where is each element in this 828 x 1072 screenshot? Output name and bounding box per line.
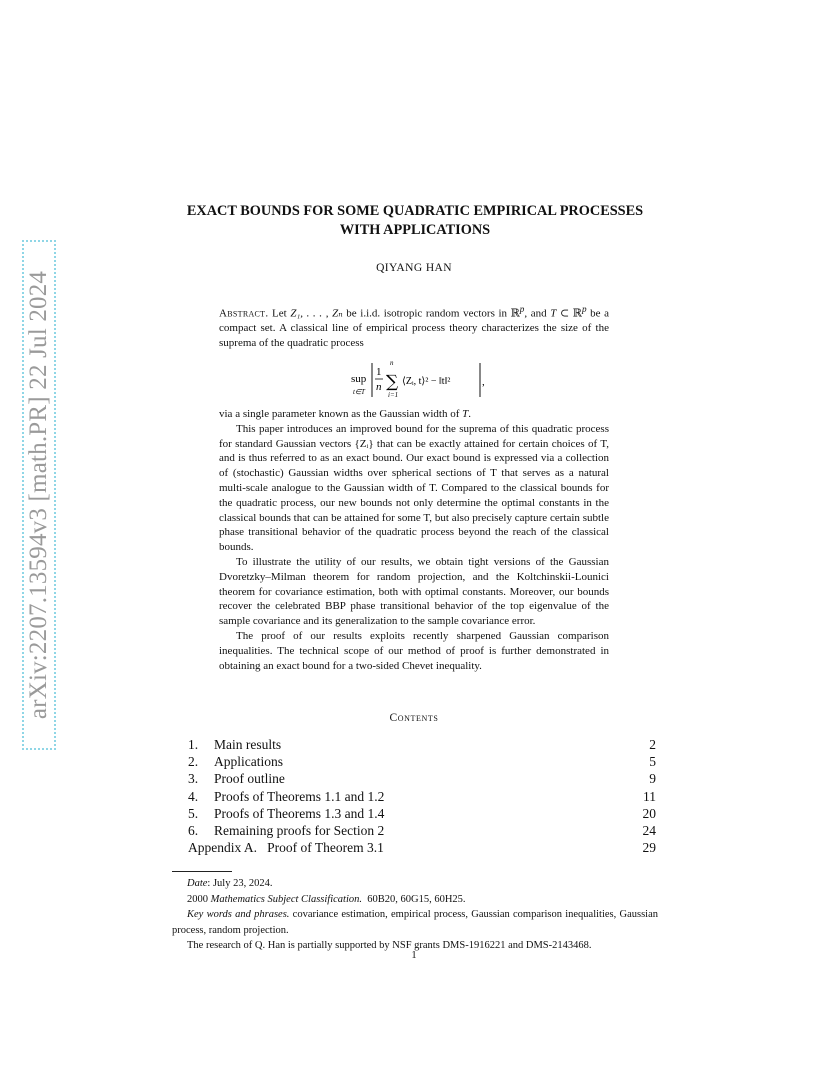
toc-label: Proofs of Theorems 1.3 and 1.4	[214, 805, 385, 821]
abstract-paragraph-2: This paper introduces an improved bound for the suprema of this quadratic process for standard Gaussian vectors {Zᵢ} that can be exactly attained for certain choices of T, and is thus referred to as an exact bound. Our exact bound is expressed via a collection of (stochastic) Gaussian widths over spherical sections of T that serves as a natural multi-scale analogue to the Gaussian width of T. Compared to the classical bounds for the quadratic process, our new bounds not only determine the optimal constants in the classical bounds that can be attained for some T, but also precisely capture certain subtle phase transitional behavior of the quadratic process beyond the reach of the classical bounds.	[219, 422, 609, 554]
svg-text:n: n	[376, 381, 382, 394]
quadratic-process-formula	[349, 353, 489, 407]
footnote-date: Date: July 23, 2024.	[187, 878, 273, 889]
toc-entry-5[interactable]: 5. Proofs of Theorems 1.3 and 1.4 20	[188, 805, 656, 821]
footnote-rule	[172, 871, 232, 872]
svg-text:n: n	[390, 359, 394, 368]
abstract-label: Abstract.	[219, 307, 269, 320]
svg-text:∑: ∑	[386, 372, 399, 393]
svg-text:i=1: i=1	[388, 391, 399, 400]
footnotes	[172, 876, 658, 954]
paper-title	[120, 202, 710, 240]
toc-page: 29	[642, 840, 656, 856]
svg-text:t∈T: t∈T	[353, 388, 365, 397]
toc-entry-2[interactable]: 2. Applications 5	[188, 754, 656, 770]
svg-text:sup: sup	[351, 373, 367, 386]
contents-heading: Contents	[389, 712, 439, 724]
toc-page: 5	[649, 754, 656, 770]
toc-label: Applications	[214, 754, 283, 770]
title-line-1: EXACT BOUNDS FOR SOME QUADRATIC EMPIRICAL PROCESSES	[186, 203, 644, 219]
display-equation	[219, 351, 609, 407]
toc-page: 24	[642, 823, 656, 839]
toc-label: Main results	[214, 737, 282, 752]
z-sequence: Z₁, . . . , Zₙ	[290, 307, 343, 320]
svg-text:,: ,	[482, 376, 485, 389]
toc-label: Remaining proofs for Section 2	[214, 823, 385, 839]
toc-entry-6[interactable]: 6. Remaining proofs for Section 2 24	[188, 823, 656, 839]
toc-label: Proofs of Theorems 1.1 and 1.2	[214, 788, 385, 804]
abstract-after-display: via a single parameter known as the Gaussian width of T.	[219, 408, 472, 421]
table-of-contents	[188, 736, 656, 856]
toc-page: 11	[643, 788, 656, 804]
footnote-support: The research of Q. Han is partially supported by NSF grants DMS-1916221 and DMS-2143468.	[187, 940, 592, 952]
toc-page: 2	[649, 737, 656, 752]
title-line-2: WITH APPLICATIONS	[339, 222, 491, 238]
author: QIYANG HAN	[376, 262, 452, 274]
toc-entry-4[interactable]: 4. Proofs of Theorems 1.1 and 1.2 11	[188, 788, 656, 804]
footnote-msc: 2000 Mathematics Subject Classification. 60B20, 60G15, 60H25.	[187, 893, 466, 905]
toc-label: Appendix A. Proof of Theorem 3.1	[188, 840, 384, 856]
abstract-paragraph-4: The proof of our results exploits recently sharpened Gaussian comparison inequalities. The technical scope of our method of proof is further demonstrated in obtaining an exact bound for a two-sided Chevet inequality.	[219, 630, 609, 672]
toc-page: 9	[649, 771, 656, 787]
toc-entry-3[interactable]: 3. Proof outline 9	[188, 771, 656, 787]
arxiv-stamp	[22, 240, 56, 750]
toc-page: 20	[642, 805, 656, 821]
abstract	[219, 302, 609, 673]
page-number: 1	[411, 950, 417, 961]
abstract-paragraph-1: Abstract. Let Z₁, . . . , Zₙ be i.i.d. isotropic random vectors in ℝ$^p$, and T ⊂ ℝ$^p$ be a compact set. A classical line of empirical process theory characterizes the size of the suprema of the quadratic process	[219, 304, 610, 350]
svg-text:1: 1	[376, 366, 382, 379]
arxiv-identifier: arXiv:2207.13594v3 [math.PR] 22 Jul 2024	[25, 270, 52, 720]
toc-entry-1[interactable]: 1. Main results 2	[188, 737, 656, 752]
footnote-keywords: Key words and phrases. covariance estimation, empirical process, Gaussian comparison inequalities, Gaussian process, random projection.	[172, 909, 658, 936]
svg-text:⟨Zᵢ, t⟩² − ‖t‖²: ⟨Zᵢ, t⟩² − ‖t‖²	[402, 376, 451, 388]
toc-label: Proof outline	[214, 771, 285, 787]
abstract-paragraph-3: To illustrate the utility of our results, we obtain tight versions of the Gaussian Dvoretzky–Milman theorem for random projection, and the Koltchinskii-Lounici theorem for covariance estimation, both with optimal constants. Moreover, our bounds recover the celebrated BBP phase transitional behavior of the top eigenvalue of the sample covariance and its generalization to the sample covariance error.	[219, 556, 609, 628]
toc-entry-appendix[interactable]	[188, 839, 656, 856]
